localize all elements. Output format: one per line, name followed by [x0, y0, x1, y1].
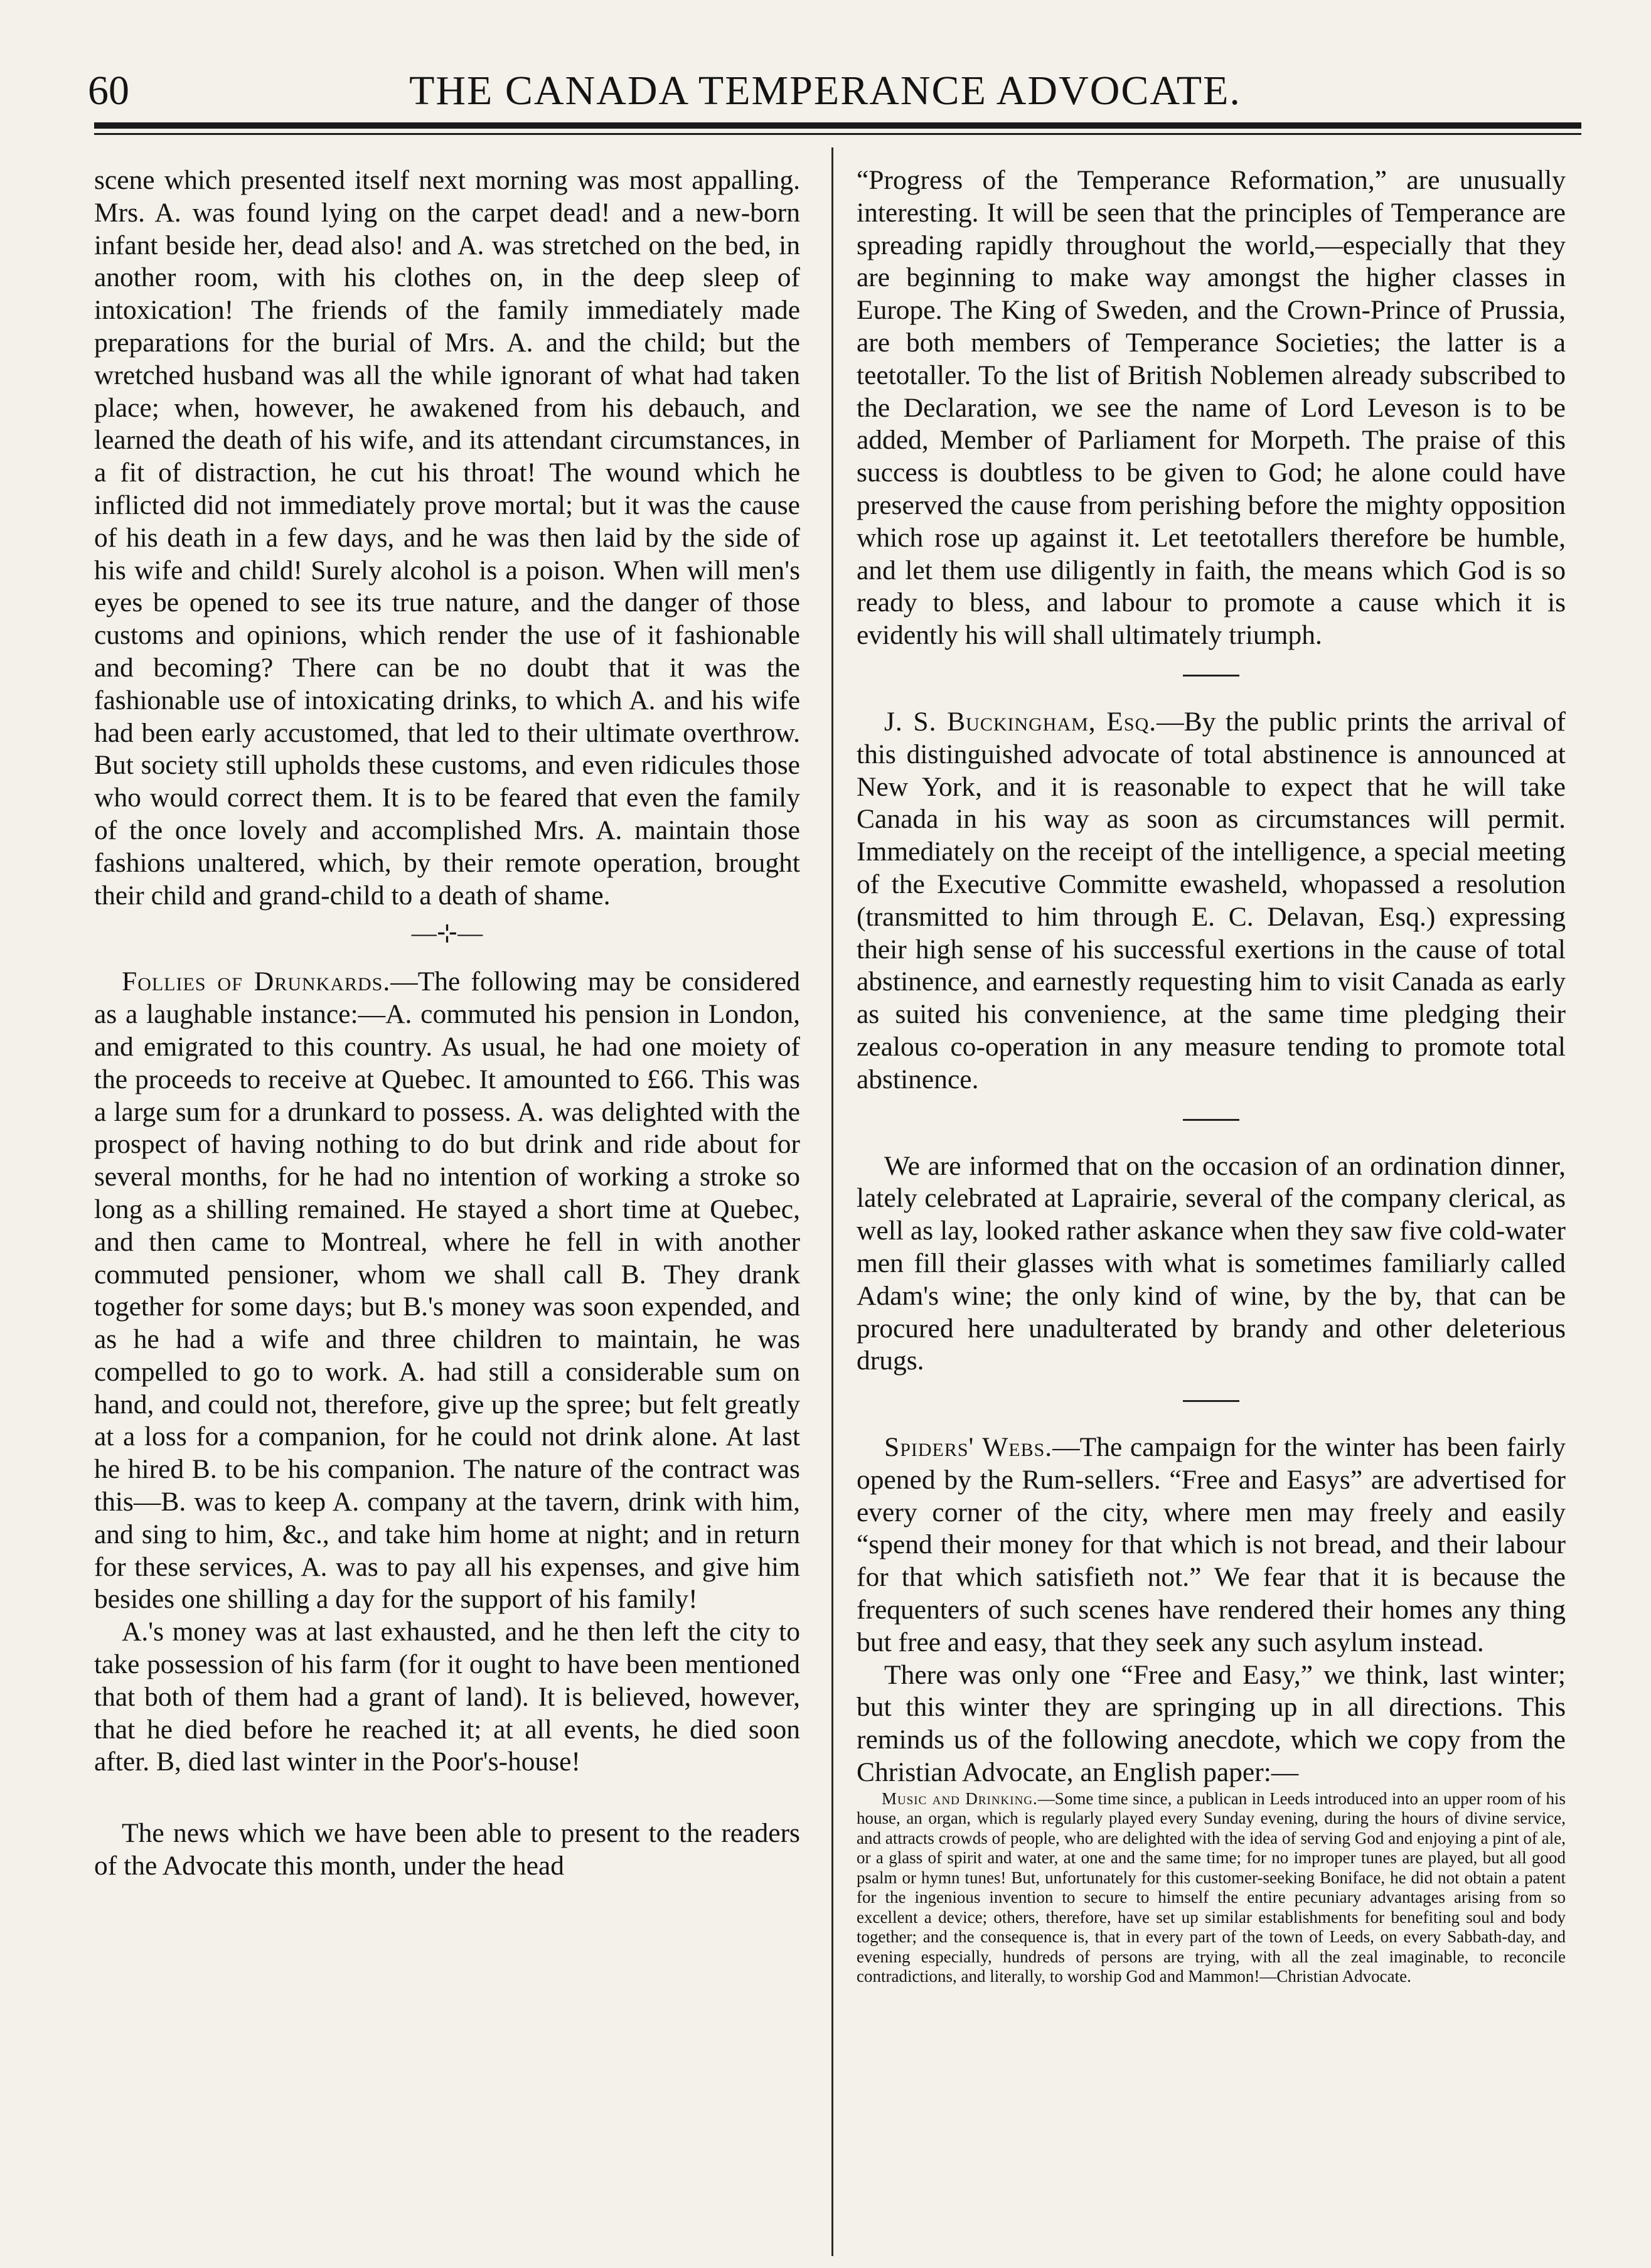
- section-separator: [857, 652, 1566, 706]
- laprairie-article: We are informed that on the occasion of an ordination dinner, lately celebrated at Laprairie, several of the company clerical, as well as lay, looked rather askance when they saw five cold-water men fill their glasses with what is sometimes familiarly called Adam's wine; the only kind of wine, by the by, that can be procured here unadulterated by brandy and other deleterious drugs.: [857, 1150, 1566, 1376]
- buckingham-body: —By the public prints the arrival of this distinguished advocate of total abstinence is announced at New York, and it is reasonable to expect that he will take Canada in his way as soon as circumstances will permit. Immediately on the receipt of the intelligence, a special meeting of the Executive Committe ewasheld, whopassed a resolution (transmitted to him through E. C. Delavan, Esq.) expressing their high sense of his successful exertions in the cause of total abstinence, and earnestly requesting him to visit Canada as early as suited his convenience, at the same time pledging their zealous co-operation in any measure tending to promote total abstinence.: [857, 706, 1566, 1094]
- article-continuation: scene which presented itself next morning was most appalling. Mrs. A. was found lying on the carpet dead! and a new-born infant beside her, dead also! and A. was stretched on the bed, in another room, with his clothes on, in the deep sleep of intoxication! The friends of the family immediately made preparations for the burial of Mrs. A. and the child; but the wretched husband was all the while ignorant of what had taken place; when, however, he awakened from his debauch, and learned the death of his wife, and its attendant circumstances, in a fit of distraction, he cut his throat! The wound which he inflicted did not immediately prove mortal; but it was the cause of his death in a few days, and he was then laid by the side of his wife and child! Surely alcohol is a poison. When will men's eyes be opened to see its true nature, and the danger of those customs and opinions, which render the use of it fashionable and becoming? There can be no doubt that it was the fashionable use of intoxicating drinks, to which A. and his wife had been early accustomed, that led to their ultimate overthrow. But society still upholds these customs, and even ridicules those who would correct them. It is to be feared that even the family of the once lovely and accomplished Mrs. A. maintain those fashions unaltered, which, by their remote operation, brought their child and grand-child to a death of shame.: [94, 165, 800, 911]
- separator-dash: [1183, 1119, 1239, 1121]
- right-column: [857, 164, 1566, 1987]
- news-intro: The news which we have been able to present to the readers of the Advocate this month, under the head: [94, 1818, 800, 1881]
- follies-article: [94, 966, 800, 1616]
- header-rule-thin: [94, 133, 1581, 135]
- buckingham-article: [857, 706, 1566, 1096]
- buckingham-heading: J. S. Buckingham, Esq.: [884, 706, 1157, 737]
- spiders-body: —The campaign for the winter has been fairly opened by the Rum-sellers. “Free and Easys” are advertised for every corner of the city, where men may freely and easily “spend their money for that which is not bread, and their labour for that which satisfieth not.” We fear that it is because the frequenters of such scenes have rendered their homes any thing but free and easy, that they seek any such asylum instead.: [857, 1432, 1566, 1657]
- music-and-drinking-quote: [857, 1789, 1566, 1987]
- section-separator: [857, 1377, 1566, 1431]
- follies-body: —The following may be considered as a laughable instance:—A. commuted his pension in London, and emigrated to this country. As usual, he had one moiety of the proceeds to receive at Quebec. It amounted to £66. This was a large sum for a drunkard to possess. A. was delighted with the prospect of having nothing to do but drink and ride about for several months, for he had no intention of working a stroke so long as a shilling remained. He stayed a short time at Quebec, and then came to Montreal, where he fell in with another commuted pensioner, whom we shall call B. They drank together for some days; but B.'s money was soon expended, and as he had a wife and three children to maintain, he was compelled to go to work. A. had still a considerable sum on hand, and could not, therefore, give up the spree; but felt greatly at a loss for a companion, for he could not drink alone. At last he hired B. to be his companion. The nature of the contract was this—B. was to keep A. company at the tavern, drink with him, and sing to him, &c., and take him home at night; and in return for these services, A. was to pay all his expenses, and give him besides one shilling a day for the support of his family!: [94, 966, 800, 1615]
- section-separator: —⊹—: [411, 919, 483, 948]
- follies-conclusion: A.'s money was at last exhausted, and he then left the city to take possession of his farm (for it ought to have been mentioned that both of them had a grant of land). It is believed, however, that he died before he reached it; at all events, he died soon after. B, died last winter in the Poor's-house!: [94, 1617, 800, 1777]
- column-divider: [831, 147, 833, 2256]
- paragraph-gap: [94, 1779, 800, 1817]
- quote-body: —Some time since, a publican in Leeds introduced into an upper room of his house, an organ, which is regularly played every Sunday evening, during the hours of divine service, and attracts crowds of people, who are delighted with the idea of serving God and enjoying a pint of ale, or a glass of spirit and water, at one and the same time; for no improper tunes are played, but all good psalm or hymn tunes! But, unfortunately for this customer-seeking Boniface, he did not obtain a patent for the ingenious invention to secure to himself the entire pecuniary advantages arising from so excellent a device; others, therefore, have set up similar establishments for benefiting soul and body together; and the consequence is, that in every part of the town of Leeds, on every Sabbath-day, and evening especially, hundreds of persons are trying, with all the zeal imaginable, to reconcile contradictions, and literally, to worship God and Mammon!—Christian Advocate.: [857, 1789, 1566, 1986]
- follies-heading: Follies of Drunkards.: [122, 966, 391, 997]
- left-column: [94, 164, 800, 1883]
- quote-heading: Music and Drinking.: [882, 1789, 1038, 1808]
- progress-article: “Progress of the Temperance Reformation,” are unusually interesting. It will be seen that the principles of Temperance are spreading rapidly throughout the world,—especially that they are beginning to make way amongst the higher classes in Europe. The King of Sweden, and the Crown-Prince of Prussia, are both members of Temperance Societies; the latter is a teetotaller. To the list of British Noblemen already subscribed to the Declaration, we see the name of Lord Leveson is to be added, Member of Parliament for Morpeth. The praise of this success is doubtless to be given to God; he alone could have preserved the cause from perishing before the mighty opposition which rose up against it. Let teetotallers therefore be humble, and let them use diligently in faith, the means which God is so ready to bless, and labour to promote a cause which it is evidently his will shall ultimately triumph.: [857, 165, 1566, 651]
- separator-dash: [1183, 1400, 1239, 1402]
- header-rule-thick: [94, 122, 1581, 129]
- page-header: [82, 63, 1569, 132]
- free-and-easy-paragraph: There was only one “Free and Easy,” we think, last winter; but this winter they are springing up in all directions. This reminds us of the following anecdote, which we copy from the Christian Advocate, an English paper:—: [857, 1659, 1566, 1788]
- spiders-article: [857, 1431, 1566, 1659]
- separator-dash: [1183, 675, 1239, 677]
- page-number: 60: [88, 68, 129, 114]
- spiders-heading: Spiders' Webs.: [884, 1432, 1053, 1463]
- running-title: THE CANADA TEMPERANCE ADVOCATE.: [409, 68, 1241, 114]
- section-separator: [857, 1096, 1566, 1150]
